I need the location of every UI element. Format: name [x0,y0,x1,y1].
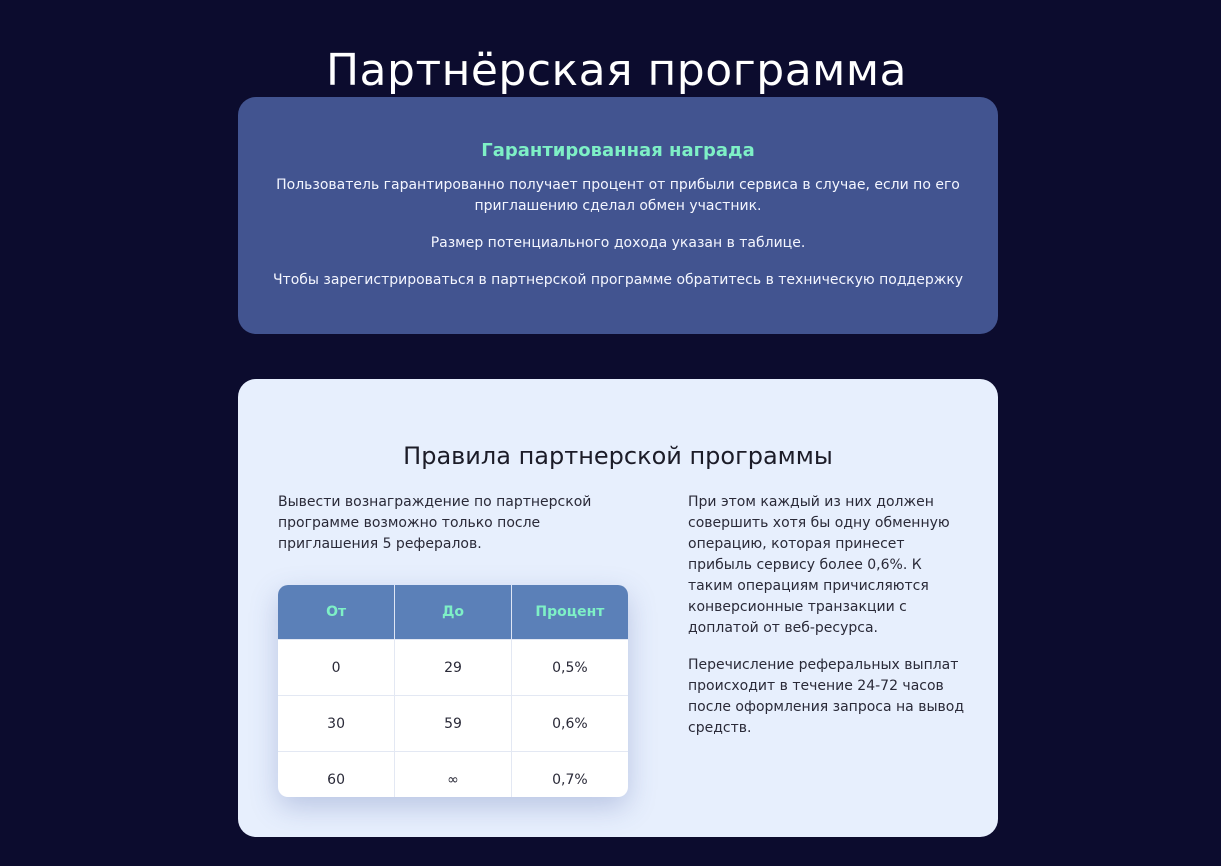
reward-income-note: Размер потенциального дохода указан в таблице. [430,235,806,251]
table-row [278,752,628,798]
rules-withdraw-condition: Вывести вознаграждение по партнерской программе возможно только после приглашения 5 рефералов. [278,494,592,552]
rules-card [238,379,998,837]
rules-payout-timing: Перечисление реферальных выплат происходит в течение 24-72 часов после оформления запроса на вывод средств. [688,657,965,736]
column-header-to: До [395,585,512,640]
guaranteed-reward-card [238,97,998,334]
reward-percentage-table [278,585,628,797]
column-header-percent: Процент [511,585,628,640]
table-cell-percent: 0,6% [511,696,628,752]
table-header-row [278,585,628,640]
table-cell-to: ∞ [395,752,512,798]
table-cell-from: 30 [278,696,395,752]
table-cell-percent: 0,5% [511,640,628,696]
page-title: Партнёрская программа [325,45,908,97]
reward-description: Пользователь гарантированно получает процент от прибыли сервиса в случае, если по его приглашению сделал обмен участник. [276,177,960,214]
table-row [278,696,628,752]
table-cell-to: 29 [395,640,512,696]
table-cell-to: 59 [395,696,512,752]
rules-details [688,492,968,755]
column-header-from: От [278,585,395,640]
table-cell-from: 60 [278,752,395,798]
reward-registration-note: Чтобы зарегистрироваться в партнерской программе обратитесь в техническую поддержку [272,272,964,288]
rules-operation-condition: При этом каждый из них должен совершить хотя бы одну обменную операцию, которая принесет прибыль сервису более 0,6%. К таким операциям причисляются конверсионные транзакции с доплатой от веб-ресурса. [688,494,950,636]
rules-title: Правила партнерской программы [403,441,833,470]
table-row [278,640,628,696]
table-cell-percent: 0,7% [511,752,628,798]
table-cell-from: 0 [278,640,395,696]
reward-title: Гарантированная награда [481,140,755,161]
